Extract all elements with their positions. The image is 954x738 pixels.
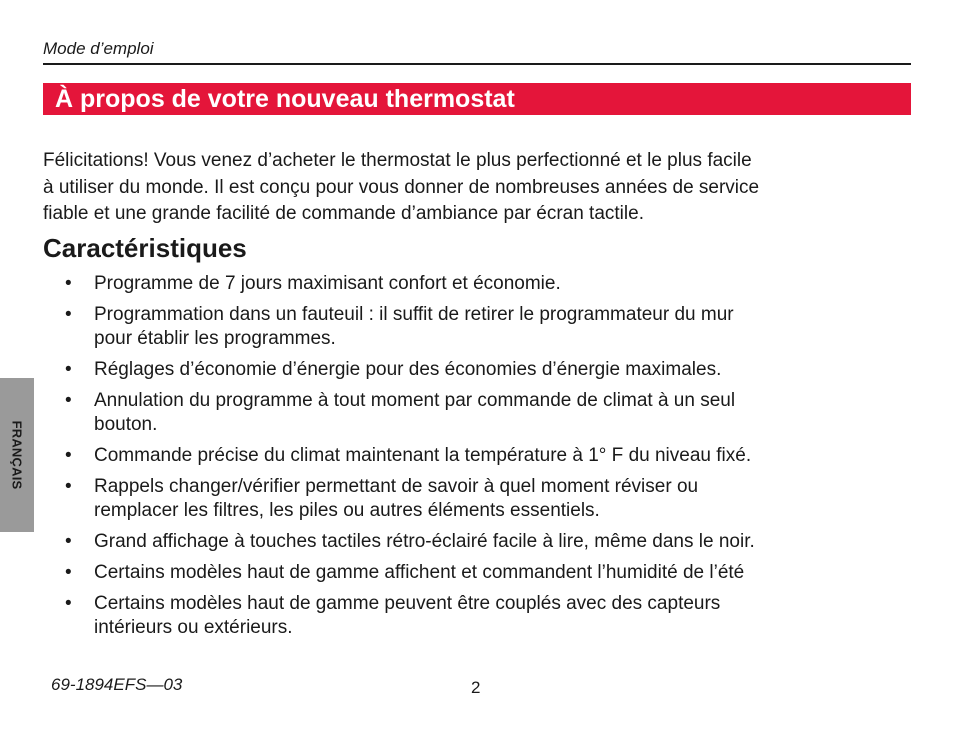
feature-text: Programme de 7 jours maximisant confort et économie. bbox=[94, 273, 561, 294]
feature-text: Rappels changer/vérifier permettant de savoir à quel moment réviser ou bbox=[94, 476, 699, 497]
page-number: 2 bbox=[471, 678, 481, 697]
bullet-point: • bbox=[65, 445, 72, 466]
feature-text: Certains modèles haut de gamme affichent et commandent l’humidité de l’été bbox=[94, 562, 745, 583]
bullet-point: • bbox=[65, 304, 72, 325]
language-tab-label: FRANÇAIS bbox=[9, 420, 25, 490]
bullet-point: • bbox=[65, 273, 72, 294]
feature-item bbox=[43, 592, 911, 640]
feature-list bbox=[43, 272, 911, 647]
feature-text: pour établir les programmes. bbox=[94, 328, 336, 349]
section-title: À propos de votre nouveau thermostat bbox=[55, 85, 515, 113]
header-divider bbox=[43, 63, 911, 65]
bullet-point: • bbox=[65, 359, 72, 380]
feature-text: bouton. bbox=[94, 414, 158, 435]
feature-item bbox=[43, 530, 911, 554]
bullet-point: • bbox=[65, 593, 72, 614]
feature-text: Réglages d’économie d’énergie pour des économies d’énergie maximales. bbox=[94, 359, 722, 380]
feature-item bbox=[43, 303, 911, 351]
feature-text: Annulation du programme à tout moment par commande de climat à un seul bbox=[94, 390, 736, 411]
features-heading: Caractéristiques bbox=[43, 233, 247, 263]
feature-text: Programmation dans un fauteuil : il suffit de retirer le programmateur du mur bbox=[94, 304, 734, 325]
intro-line: fiable et une grande facilité de commande d’ambiance par écran tactile. bbox=[43, 203, 644, 224]
feature-item bbox=[43, 358, 911, 382]
feature-item bbox=[43, 389, 911, 437]
feature-text: intérieurs ou extérieurs. bbox=[94, 617, 293, 638]
intro-paragraph bbox=[43, 148, 913, 228]
intro-line: à utiliser du monde. Il est conçu pour vous donner de nombreuses années de service bbox=[43, 176, 760, 198]
section-banner bbox=[43, 83, 911, 115]
feature-text: remplacer les filtres, les piles ou autres éléments essentiels. bbox=[94, 500, 600, 521]
feature-item bbox=[43, 475, 911, 523]
feature-item bbox=[43, 561, 911, 585]
feature-text: Commande précise du climat maintenant la température à 1° F du niveau fixé. bbox=[94, 445, 752, 466]
language-side-tab bbox=[0, 378, 34, 532]
bullet-point: • bbox=[65, 531, 72, 552]
bullet-point: • bbox=[65, 562, 72, 583]
document-code: 69-1894EFS—03 bbox=[51, 675, 183, 694]
bullet-point: • bbox=[65, 390, 72, 411]
bullet-point: • bbox=[65, 476, 72, 497]
feature-text: Certains modèles haut de gamme peuvent être couplés avec des capteurs bbox=[94, 593, 721, 614]
document-header-label: Mode d’emploi bbox=[43, 39, 154, 58]
intro-line: Félicitations! Vous venez d’acheter le thermostat le plus perfectionné et le plus facile bbox=[43, 150, 752, 171]
feature-item bbox=[43, 272, 911, 296]
feature-item bbox=[43, 444, 911, 468]
feature-text: Grand affichage à touches tactiles rétro-éclairé facile à lire, même dans le noir. bbox=[94, 531, 755, 552]
